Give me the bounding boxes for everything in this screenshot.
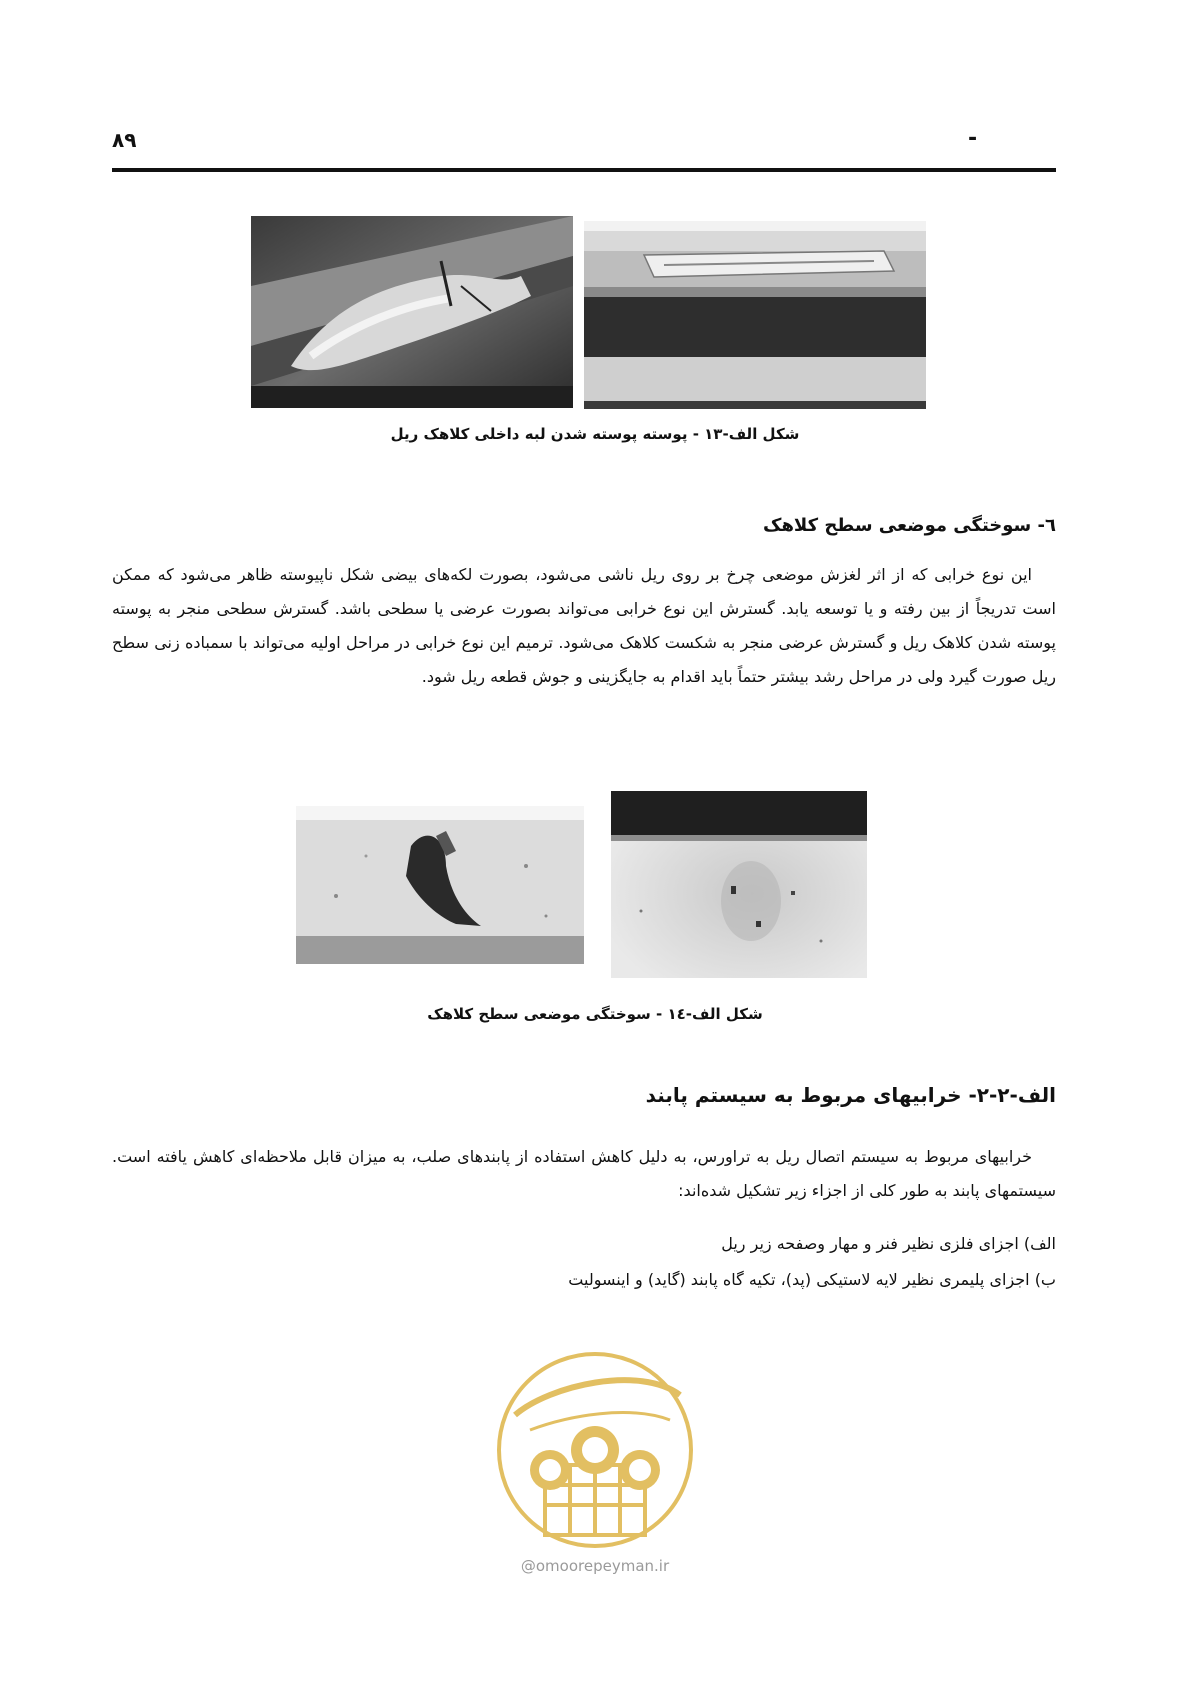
header-rule — [112, 168, 1056, 172]
section6-heading: ٦- سوختگی موضعی سطح کلاهک — [763, 515, 1056, 536]
figure14-photo-left — [296, 806, 584, 964]
list-item: ب) اجزای پلیمری نظیر لایه لاستیکی (پد)، تکیه گاه پابند (گاید) و اینسولیت — [568, 1270, 1056, 1289]
logo-emblem-icon — [490, 1345, 700, 1555]
figure13-caption: شکل الف-۱۳ - پوسته پوسته شدن لبه داخلی کلاهک ریل — [390, 425, 800, 443]
watermark-url: @omoorepeyman.ir — [520, 1557, 670, 1575]
section22-list — [568, 1226, 1056, 1298]
figure13-photo-left — [251, 216, 573, 408]
section6-paragraph-text: این نوع خرابی که از اثر لغزش موضعی چرخ بر روی ریل ناشی می‌شود، بصورت لکه‌های بیضی شکل ناپیوسته ظاهر می‌شود که ممکن است تدریجاً از بین رفته و یا توسعه یابد. گسترش این نوع خرابی می‌تواند بصورت عرضی یا سطحی باشد. گسترش سطحی منجر به پوسته پوسته شدن کلاهک ریل و گسترش عرضی منجر به شکست کلاهک می‌شود. ترمیم این نوع خرابی در مراحل اولیه می‌تواند با سمباده زنی سطح ریل صورت گیرد ولی در مراحل رشد بیشتر حتماً باید اقدام به جایگزینی و جوش قطعه ریل شود. — [112, 565, 1056, 686]
header-mark: - — [968, 126, 978, 151]
figure14-photo-right — [611, 791, 867, 978]
section6-paragraph — [112, 558, 1056, 694]
watermark-logo — [490, 1345, 700, 1585]
section22-paragraph-text: خرابیهای مربوط به سیستم اتصال ریل به تراورس، به دلیل کاهش استفاده از پابندهای صلب، به میزان قابل ملاحظه‌ای کاهش یافته است. سیستمهای پابند به طور کلی از اجزاء زیر تشکیل شده‌اند: — [112, 1147, 1056, 1200]
list-item: الف) اجزای فلزی نظیر فنر و مهار وصفحه زیر ریل — [721, 1234, 1056, 1253]
page-number: ۸۹ — [112, 128, 137, 152]
figure14-caption: شکل الف-١٤ - سوختگی موضعی سطح کلاهک — [427, 1005, 763, 1023]
section22-heading: الف-۲-۲- خرابیهای مربوط به سیستم پابند — [645, 1083, 1056, 1107]
section22-paragraph — [112, 1140, 1056, 1208]
figure13-photo-right — [584, 221, 926, 409]
